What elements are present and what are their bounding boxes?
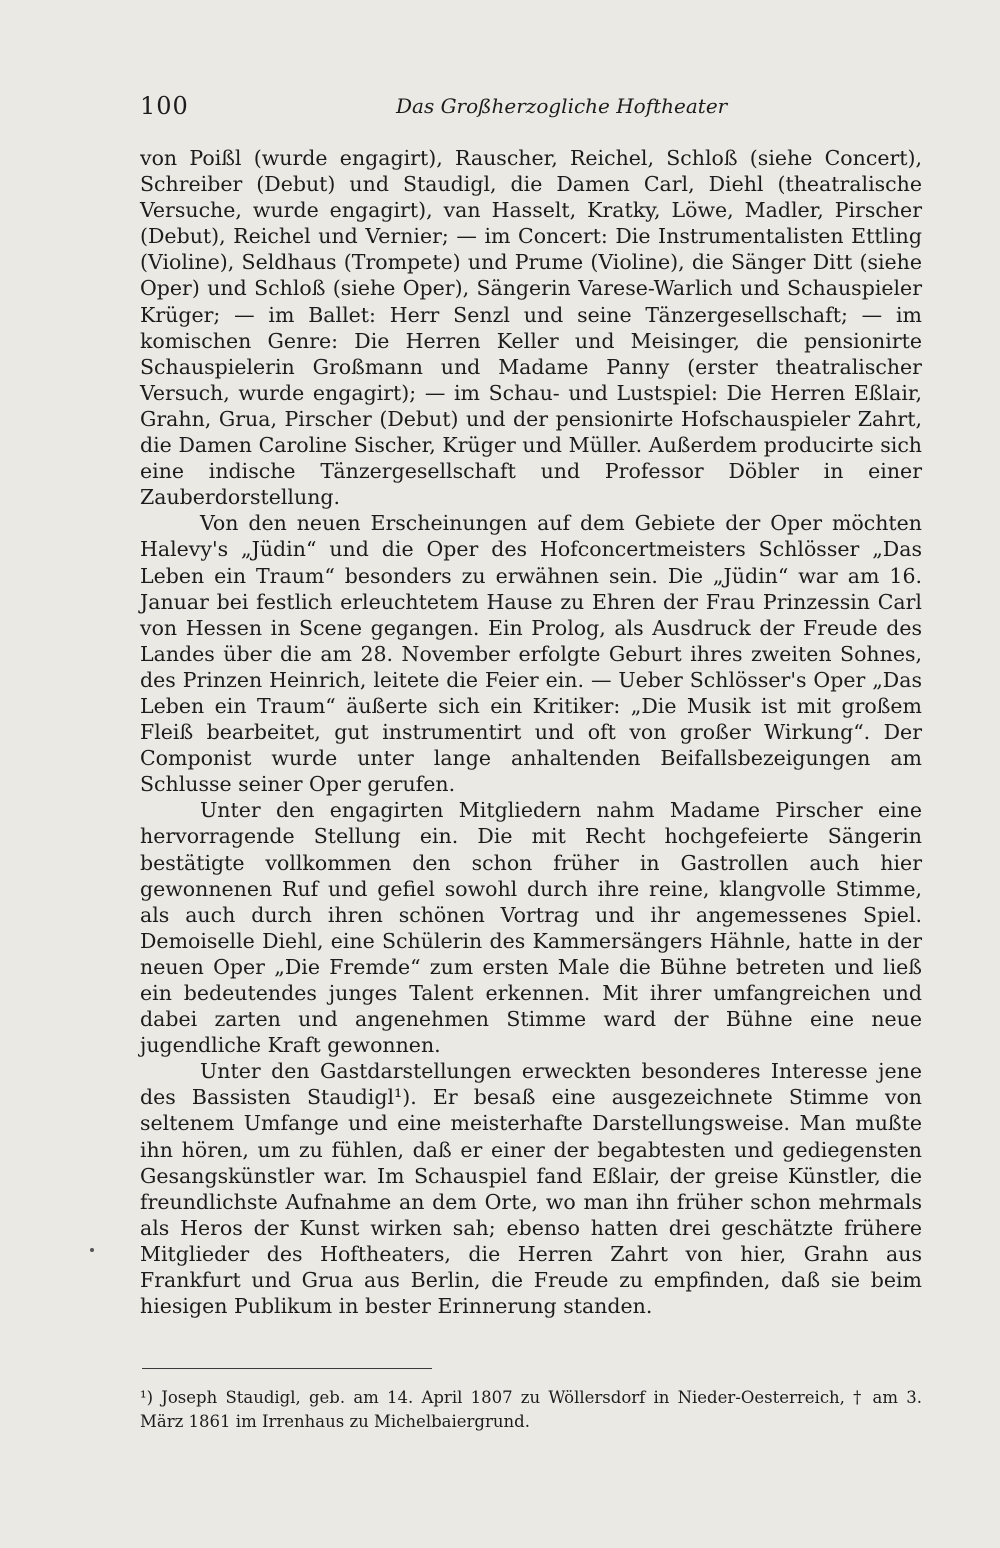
paragraph-1: von Poißl (wurde engagirt), Rauscher, Reichel, Schloß (siehe Concert), Schreiber (Debut) und Staudigl, die Damen Carl, Diehl (theatralische Versuche, wurde engagirt), van Hasselt, Kratky, Löwe, Madler, Pirscher (Debut), Reichel und Vernier; — im Concert: Die Instrumentalisten Ettling (Violine), Seldhaus (Trompete) und Prume (Violine), die Sänger Ditt (siehe Oper) und Schloß (siehe Oper), Sängerin Varese-Warlich und Schauspieler Krüger; — im Ballet: Herr Senzl und seine Tänzergesellschaft; — im komischen Genre: Die Herren Keller und Meisinger, die pensionirte Schauspielerin Großmann und Madame Panny (erster theatralischer Versuch, wurde engagirt); — im Schau- und Lustspiel: Die Herren Eßlair, Grahn, Grua, Pirscher (Debut) und der pensionirte Hofschauspieler Zahrt, die Damen Caroline Sischer, Krüger und Müller. Außerdem producirte sich eine indische Tänzergesellschaft und Professor Döbler in einer Zauberdorstellung.	[140, 146, 922, 510]
paragraph-2: Von den neuen Erscheinungen auf dem Gebiete der Oper möchten Halevy's „Jüdin“ und die Oper des Hofconcertmeisters Schlösser „Das Leben ein Traum“ besonders zu erwähnen sein. Die „Jüdin“ war am 16. Januar bei festlich erleuchtetem Hause zu Ehren der Frau Prinzessin Carl von Hessen in Scene gegangen. Ein Prolog, als Ausdruck der Freude des Landes über die am 28. November erfolgte Geburt ihres zweiten Sohnes, des Prinzen Heinrich, leitete die Feier ein. — Ueber Schlösser's Oper „Das Leben ein Traum“ äußerte sich ein Kritiker: „Die Musik ist mit großem Fleiß bearbeitet, gut instrumentirt und oft von großer Wirkung“. Der Componist wurde unter lange anhaltenden Beifallsbezeigungen am Schlusse seiner Oper gerufen.	[140, 511, 922, 797]
footnote: ¹) Joseph Staudigl, geb. am 14. April 1807 zu Wöllersdorf in Nieder-Oesterreich, † am 3. März 1861 im Irrenhaus zu Michelbaiergrund.	[140, 1388, 922, 1431]
page-header	[140, 92, 922, 124]
paragraph-3: Unter den engagirten Mitgliedern nahm Madame Pirscher eine hervorragende Stellung ein. Die mit Recht hochgefeierte Sängerin bestätigte vollkommen den schon früher in Gastrollen auch hier gewonnenen Ruf und gefiel sowohl durch ihre reine, klangvolle Stimme, als auch durch ihren schönen Vortrag und ihr angemessenes Spiel. Demoiselle Diehl, eine Schülerin des Kammersängers Hähnle, hatte in der neuen Oper „Die Fremde“ zum ersten Male die Bühne betreten und ließ ein bedeutendes junges Talent erkennen. Mit ihrer umfangreichen und dabei zarten und angenehmen Stimme ward der Bühne eine neue jugendliche Kraft gewonnen.	[140, 798, 922, 1058]
paragraph-4: Unter den Gastdarstellungen erweckten besonderes Interesse jene des Bassisten Staudigl¹). Er besaß eine ausgezeichnete Stimme von seltenem Umfange und eine meisterhafte Darstellungsweise. Man mußte ihn hören, um zu fühlen, daß er einer der begabtesten und gediegensten Gesangskünstler war. Im Schauspiel fand Eßlair, der greise Künstler, die freundlichste Aufnahme an dem Orte, wo man ihn früher schon mehrmals als Heros der Kunst wirken sah; ebenso hatten drei geschätzte frühere Mitglieder des Hoftheaters, die Herren Zahrt von hier, Grahn aus Frankfurt und Grua aus Berlin, die Freude zu empfinden, daß sie beim hiesigen Publikum in bester Erinnerung standen.	[140, 1059, 922, 1319]
margin-dot	[90, 1248, 94, 1252]
running-title: Das Großherzogliche Hoftheater	[396, 94, 728, 118]
page-body	[140, 145, 922, 1319]
page-number: 100	[140, 92, 189, 120]
footnote-divider	[142, 1368, 432, 1369]
